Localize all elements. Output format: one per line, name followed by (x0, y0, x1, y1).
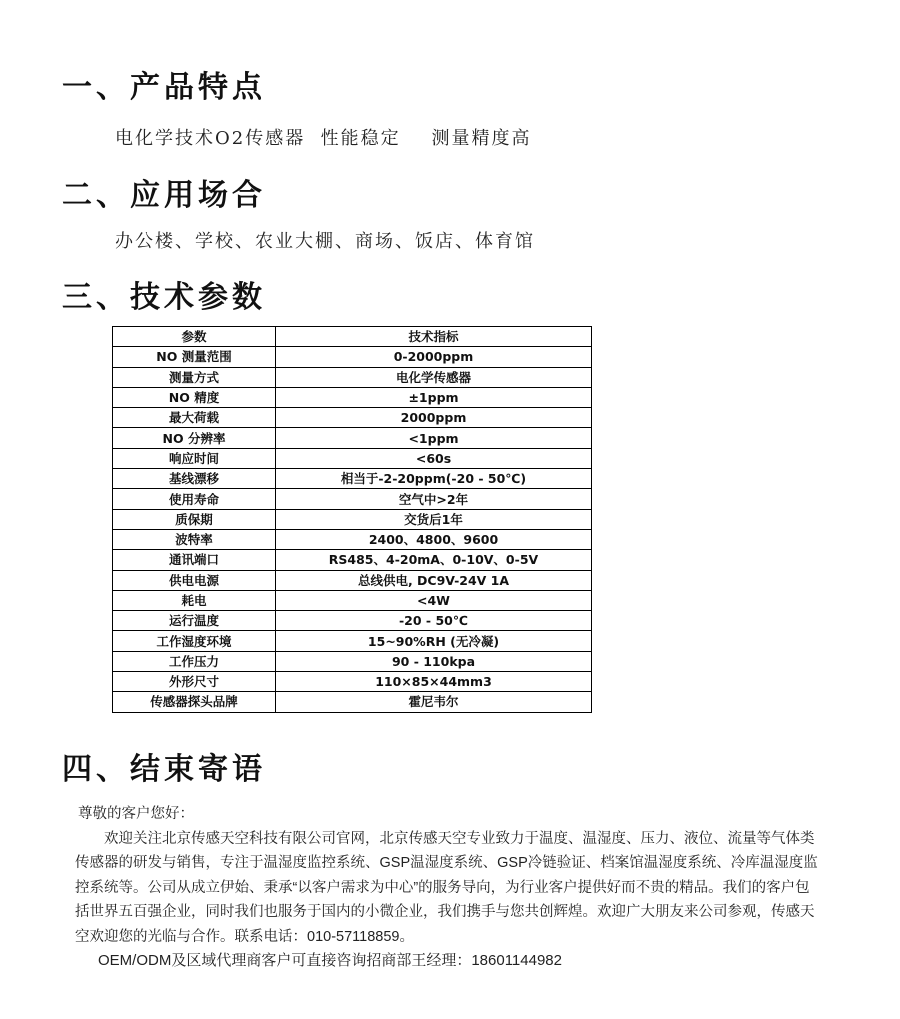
table-row (113, 611, 592, 631)
spec-value-cell: 交货后1年 (276, 509, 592, 529)
table-row (113, 428, 592, 448)
section-title-specs: 三、技术参数 (62, 280, 266, 315)
spec-value-cell: 2000ppm (276, 408, 592, 428)
spec-param-cell: 最大荷载 (113, 408, 276, 428)
closing-body: 欢迎关注北京传感天空科技有限公司官网，北京传感天空专业致力于温度、温湿度、压力、液位、流量等气体类传感器的研发与销售，专注于温湿度监控系统、GSP温湿度系统、GSP冷链验证、档案馆温湿度系统、冷库温湿度监控系统等。公司从成立伊始、秉承“以客户需求为中心”的服务导向，为行业客户提供好而不贵的精品。我们的客户包括世界五百强企业，同时我们也服务于国内的小微企业，我们携手与您共创辉煌。欢迎广大朋友来公司参观，传感天空欢迎您的光临与合作。联系电话：010-57118859。 (75, 830, 818, 945)
spec-param-cell: 运行温度 (113, 611, 276, 631)
spec-param-cell: NO 分辨率 (113, 428, 276, 448)
spec-param-cell: 基线漂移 (113, 469, 276, 489)
closing-greeting: 尊敬的客户您好： (78, 806, 194, 822)
spec-value-cell: 电化学传感器 (276, 367, 592, 387)
section-title-closing: 四、结束寄语 (62, 752, 266, 787)
spec-param-cell: 通讯端口 (113, 550, 276, 570)
closing-contact: OEM/ODM及区域代理商客户可直接咨询招商部王经理：18601144982 (98, 952, 562, 969)
spec-table-header (113, 327, 592, 347)
spec-value-cell: 2400、4800、9600 (276, 529, 592, 549)
spec-param-cell: 使用寿命 (113, 489, 276, 509)
spec-value-cell: 110×85×44mm3 (276, 672, 592, 692)
spec-param-cell: 工作湿度环境 (113, 631, 276, 651)
table-row (113, 631, 592, 651)
spec-value-cell: -20 - 50℃ (276, 611, 592, 631)
spec-header-param: 参数 (113, 327, 276, 347)
section-title-features: 一、产品特点 (62, 70, 266, 105)
table-row (113, 651, 592, 671)
spec-value-cell: 总线供电, DC9V-24V 1A (276, 570, 592, 590)
table-row (113, 570, 592, 590)
spec-value-cell: RS485、4-20mA、0-10V、0-5V (276, 550, 592, 570)
spec-value-cell: 空气中>2年 (276, 489, 592, 509)
spec-value-cell: <4W (276, 590, 592, 610)
table-row (113, 387, 592, 407)
spec-param-cell: 传感器探头品牌 (113, 692, 276, 712)
section-title-applications: 二、应用场合 (62, 178, 266, 213)
spec-value-cell: 90 - 110kpa (276, 651, 592, 671)
spec-value-cell: 15~90%RH (无冷凝) (276, 631, 592, 651)
table-row (113, 347, 592, 367)
spec-header-value: 技术指标 (276, 327, 592, 347)
features-text: 电化学技术O2传感器 性能稳定 测量精度高 (115, 128, 532, 149)
spec-value-cell: ±1ppm (276, 387, 592, 407)
spec-param-cell: 质保期 (113, 509, 276, 529)
spec-value-cell: 相当于-2-20ppm(-20 - 50℃) (276, 469, 592, 489)
spec-param-cell: 波特率 (113, 529, 276, 549)
spec-param-cell: 外形尺寸 (113, 672, 276, 692)
table-row (113, 590, 592, 610)
table-row (113, 408, 592, 428)
table-row (113, 550, 592, 570)
table-row (113, 489, 592, 509)
spec-param-cell: NO 精度 (113, 387, 276, 407)
spec-table-body (113, 347, 592, 712)
applications-text: 办公楼、学校、农业大棚、商场、饭店、体育馆 (115, 231, 535, 252)
table-row (113, 469, 592, 489)
spec-param-cell: 工作压力 (113, 651, 276, 671)
spec-param-cell: 测量方式 (113, 367, 276, 387)
spec-value-cell: 0-2000ppm (276, 347, 592, 367)
closing-text-block (75, 802, 820, 974)
table-row (113, 672, 592, 692)
spec-param-cell: 供电电源 (113, 570, 276, 590)
spec-param-cell: 耗电 (113, 590, 276, 610)
table-row (113, 509, 592, 529)
table-row (113, 448, 592, 468)
spec-table (112, 326, 592, 713)
spec-param-cell: NO 测量范围 (113, 347, 276, 367)
spec-value-cell: <60s (276, 448, 592, 468)
spec-value-cell: <1ppm (276, 428, 592, 448)
spec-value-cell: 霍尼韦尔 (276, 692, 592, 712)
table-row (113, 692, 592, 712)
table-row (113, 529, 592, 549)
table-row (113, 367, 592, 387)
spec-param-cell: 响应时间 (113, 448, 276, 468)
